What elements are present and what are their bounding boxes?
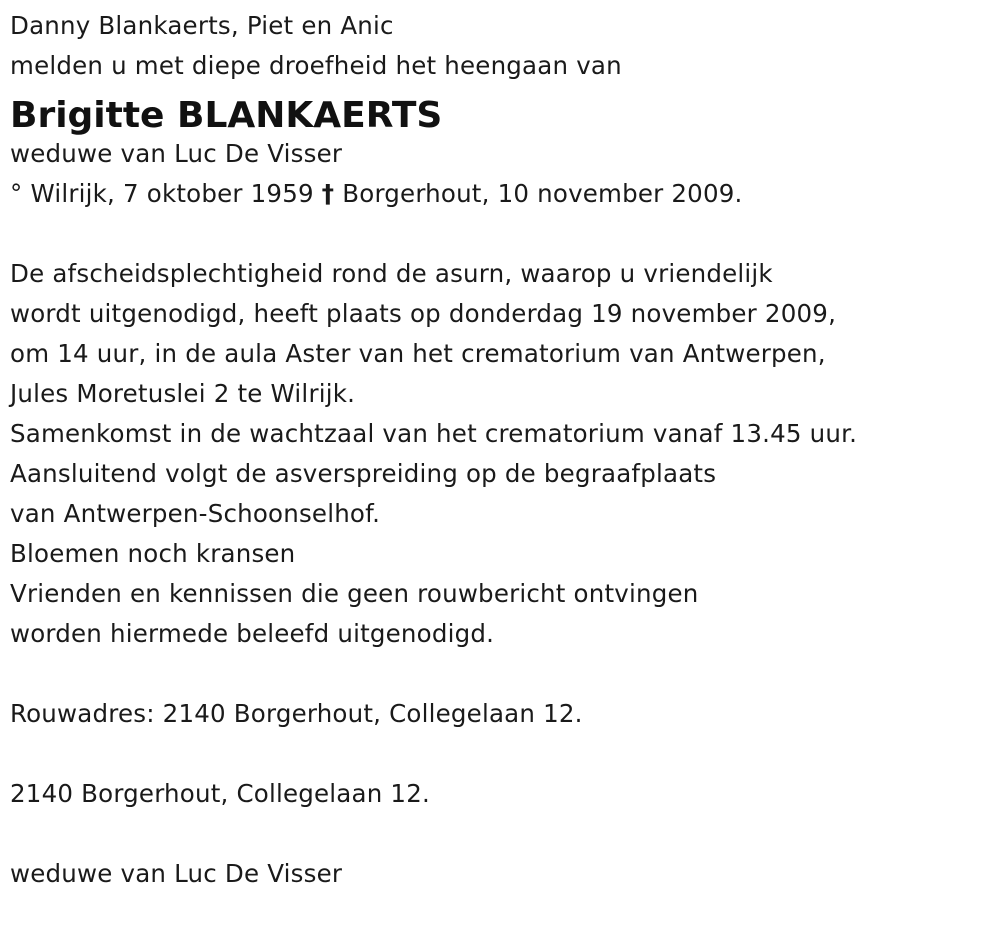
ceremony-line: wordt uitgenodigd, heeft plaats op donderdag 19 november 2009, (10, 299, 837, 328)
spacer (10, 214, 990, 254)
ceremony-line: Aansluitend volgt de asverspreiding op de begraafplaats (10, 459, 717, 488)
deceased-name: Brigitte BLANKAERTS (10, 95, 443, 136)
ceremony-line: Bloemen noch kransen (10, 539, 296, 568)
birth-death-dates (10, 174, 990, 214)
spacer (10, 654, 990, 694)
spacer (10, 734, 990, 774)
ceremony-line: Vrienden en kennissen die geen rouwbericht ontvingen (10, 579, 699, 608)
birth-marker: ° (10, 179, 23, 208)
ceremony-line: Jules Moretuslei 2 te Wilrijk. (10, 379, 356, 408)
ceremony-line: van Antwerpen-Schoonselhof. (10, 499, 381, 528)
deceased-relation: weduwe van Luc De Visser (10, 139, 343, 168)
announcers-line: Danny Blankaerts, Piet en Anic (10, 11, 394, 40)
spacer (10, 814, 990, 854)
death-place-date: Borgerhout, 10 november 2009. (342, 179, 743, 208)
relation-repeat: weduwe van Luc De Visser (10, 859, 343, 888)
birth-place-date: Wilrijk, 7 oktober 1959 (30, 179, 314, 208)
announcement-line: melden u met diepe droefheid het heengaan van (10, 51, 622, 80)
ceremony-line: De afscheidsplechtigheid rond de asurn, waarop u vriendelijk (10, 259, 773, 288)
obituary-notice (10, 6, 990, 894)
ceremony-line: worden hiermede beleefd uitgenodigd. (10, 619, 495, 648)
ceremony-line: Samenkomst in de wachtzaal van het crematorium vanaf 13.45 uur. (10, 419, 858, 448)
mourning-address: Rouwadres: 2140 Borgerhout, Collegelaan 12. (10, 699, 583, 728)
address-repeat: 2140 Borgerhout, Collegelaan 12. (10, 779, 430, 808)
death-cross-icon: † (321, 179, 335, 208)
ceremony-line: om 14 uur, in de aula Aster van het crematorium van Antwerpen, (10, 339, 826, 368)
